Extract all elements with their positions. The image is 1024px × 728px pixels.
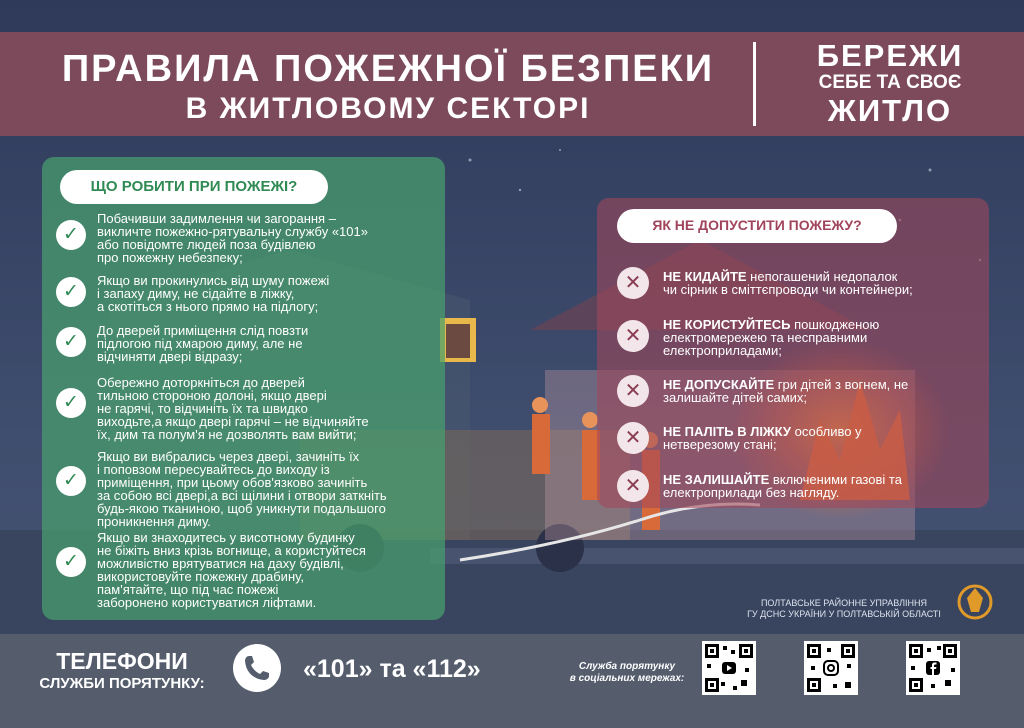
page-title: ПРАВИЛА ПОЖЕЖНОЇ БЕЗПЕКИ (61, 48, 715, 90)
checkmark-icon: ✓ (56, 220, 86, 250)
prevention-item-text: НЕ ДОПУСКАЙТЕ гри дітей з вогнем, не залишайте дітей самих; (663, 377, 909, 405)
list-item-text: Обережно доторкніться до дверей тильною стороною долоні, якщо двері не гарячі, то відчиніть їх та швидко виходьте,а якщо двері гарячі – не відчиняйте їх, дим та полум'я не дозволять вам вийти; (97, 375, 369, 442)
social-caption-line-2: в соціальних мережах: (569, 673, 685, 684)
slogan-line-2: СЕБЕ ТА СВОЄ (818, 72, 962, 93)
prohibit-cross-icon: ✕ (617, 267, 649, 299)
office-name-line-2: ГУ ДСНС УКРАЇНИ У ПОЛТАВСЬКІЙ ОБЛАСТІ (747, 609, 941, 619)
prohibit-cross-icon: ✕ (617, 422, 649, 454)
instagram-qr-code[interactable] (804, 641, 858, 695)
prevention-item-text: НЕ КОРИСТУЙТЕСЬ пошкодженою електромережею та несправними електроприладами; (663, 317, 880, 358)
list-item-text: Якщо ви прокинулись від шуму пожежі і запаху диму, не сідайте в ліжку, а скотіться з нього прямо на підлогу; (97, 273, 330, 314)
qr-code-youtube-icon (705, 644, 753, 692)
phone-icon (233, 644, 281, 692)
social-caption-line-1: Служба порятунку (578, 661, 676, 672)
what-to-do-heading: ЩО РОБИТИ ПРИ ПОЖЕЖІ? (60, 170, 328, 204)
prevention-item-text: НЕ КИДАЙТЕ непогашений недопалок чи сірник в сміттєпроводи чи контейнери; (663, 269, 913, 297)
list-item-text: Якщо ви вибрались через двері, зачиніть їх і поповзом пересувайтесь до виходу із приміщення, при цьому обов'язково зачиніть за собою всі двері,а всі щілини і отвори заткніть будь-якою тканиною, щоб уникнути подальшого проникнення диму. (97, 449, 387, 529)
phones-subtitle: СЛУЖБИ ПОРЯТУНКУ: (39, 675, 205, 692)
phones-title: ТЕЛЕФОНИ (56, 648, 188, 674)
list-item-text: До дверей приміщення слід повзти підлогою під хмарою диму, але не відчиняти двері відразу; (97, 323, 309, 364)
qr-code-facebook-icon (909, 644, 957, 692)
prevention-heading: ЯК НЕ ДОПУСТИТИ ПОЖЕЖУ? (617, 209, 897, 243)
header-divider (753, 42, 756, 126)
facebook-qr-code[interactable] (906, 641, 960, 695)
prevention-item-text: НЕ ЗАЛИШАЙТЕ включеними газові та електроприлади без нагляду. (663, 472, 902, 500)
checkmark-icon: ✓ (56, 466, 86, 496)
slogan-line-1: БЕРЕЖИ (816, 38, 964, 73)
prohibit-cross-icon: ✕ (617, 320, 649, 352)
youtube-qr-code[interactable] (702, 641, 756, 695)
prohibit-cross-icon: ✕ (617, 375, 649, 407)
office-name-line-1: ПОЛТАВСЬКЕ РАЙОННЕ УПРАВЛІННЯ (760, 598, 928, 608)
checkmark-icon: ✓ (56, 327, 86, 357)
prohibit-cross-icon: ✕ (617, 470, 649, 502)
prevention-item-text: НЕ ПАЛІТЬ В ЛІЖКУ особливо у нетверезому стані; (663, 424, 862, 452)
slogan-line-3: ЖИТЛО (827, 93, 953, 128)
list-item-text: Якщо ви знаходитесь у висотному будинку не біжіть вниз крізь вогнище, а користуйтеся можливістю врятуватися на даху будівлі, використовуйте пожежну драбину, пам'ятайте, що під час пожежі заборонено користуватися ліфтами. (97, 530, 366, 610)
checkmark-icon: ✓ (56, 388, 86, 418)
checkmark-icon: ✓ (56, 277, 86, 307)
qr-code-instagram-icon (807, 644, 855, 692)
page-subtitle: В ЖИТЛОВОМУ СЕКТОРІ (185, 92, 591, 125)
emergency-numbers: «101» та «112» (303, 655, 481, 683)
checkmark-icon: ✓ (56, 547, 86, 577)
list-item-text: Побачивши задимлення чи загорання – викличте пожежно-рятувальну службу «101» або повідомте людей поза будівлею про пожежну небезпеку; (97, 211, 368, 265)
